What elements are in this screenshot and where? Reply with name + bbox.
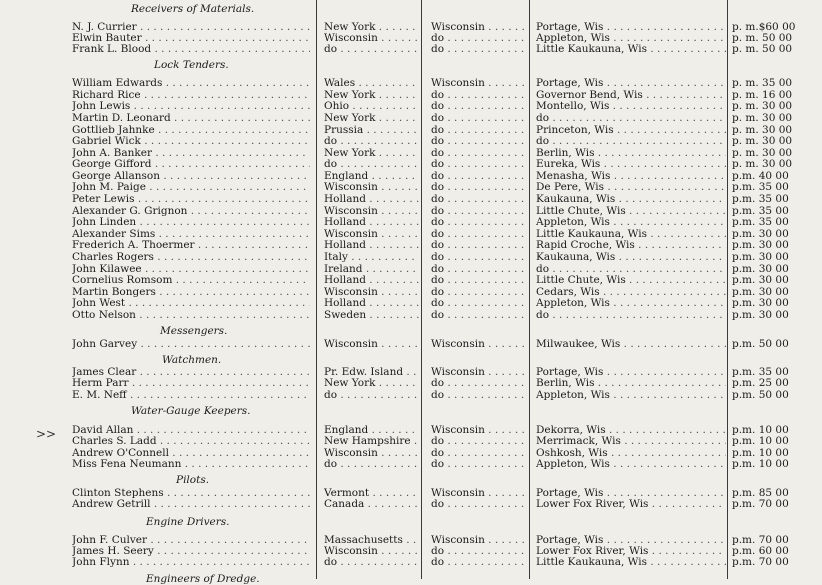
birthplace-cell: do . . . [324, 135, 419, 147]
post-office-cell: Appleton, Wis . . . [536, 216, 726, 228]
residence-cell: do . . . [431, 274, 526, 286]
post-office-cell: Berlin, Wis . . . [536, 147, 726, 159]
pay-cell: p. m. 30 00 [732, 147, 793, 159]
birthplace-cell: New York . . . [324, 377, 419, 389]
table-row [0, 338, 822, 350]
residence-cell: do . . . [431, 124, 526, 136]
pay-cell: p.m. 10 00 [732, 435, 789, 447]
pay-cell: p.m. 30 00 [732, 286, 789, 298]
pay-cell: p.m. 10 00 [732, 447, 789, 459]
birthplace-cell: New York . . . [324, 21, 419, 33]
pay-cell: p.m. 40 00 [732, 170, 789, 182]
post-office-cell: Portage, Wis . . . [536, 77, 726, 89]
birthplace-cell: do . . . [324, 389, 419, 401]
birthplace-cell: Holland . . . [324, 239, 419, 251]
name-cell: E. M. Neff . . . [72, 389, 310, 401]
pay-cell: p.m. 35 00 [732, 193, 789, 205]
name-cell: Cornelius Romsom . . . [72, 274, 310, 286]
post-office-cell: Kaukauna, Wis . . . [536, 251, 726, 263]
pay-cell: p.m. 70 00 [732, 498, 789, 510]
birthplace-cell: do . . . [324, 556, 419, 568]
table-row [0, 435, 822, 447]
pay-cell: p. m. 16 00 [732, 89, 793, 101]
pay-cell: p.m. 10 00 [732, 424, 789, 436]
name-cell: George Gifford . . . [72, 158, 310, 170]
birthplace-cell: Massachusetts . . . [324, 534, 419, 546]
pay-cell: p. m. 50 00 [732, 32, 793, 44]
residence-cell: do . . . [431, 193, 526, 205]
residence-cell: do . . . [431, 447, 526, 459]
pay-cell: p.m. 50 00 [732, 389, 789, 401]
pay-cell: p.m. 30 00 [732, 263, 789, 275]
post-office-cell: Princeton, Wis . . . [536, 124, 726, 136]
name-cell: Martin D. Leonard . . . [72, 112, 310, 124]
residence-cell: do . . . [431, 263, 526, 275]
pay-cell: p. m. 30 00 [732, 158, 793, 170]
residence-cell: do . . . [431, 89, 526, 101]
name-cell: James Clear . . . [72, 366, 310, 378]
table-row [0, 274, 822, 286]
post-office-cell: Dekorra, Wis . . . [536, 424, 726, 436]
name-cell: John Kilawee . . . [72, 263, 310, 275]
table-row [0, 158, 822, 170]
birthplace-cell: Ohio . . . [324, 100, 419, 112]
post-office-cell: Lower Fox River, Wis . . . [536, 498, 726, 510]
post-office-cell: Little Kaukauna, Wis . . . [536, 556, 726, 568]
post-office-cell: Appleton, Wis . . . [536, 32, 726, 44]
residence-cell: do . . . [431, 228, 526, 240]
post-office-cell: Appleton, Wis . . . [536, 458, 726, 470]
table-row [0, 297, 822, 309]
post-office-cell: do . . . [536, 263, 726, 275]
residence-cell: do . . . [431, 498, 526, 510]
pay-cell: p.m. 30 00 [732, 274, 789, 286]
name-cell: Frederich A. Thoermer . . . [72, 239, 310, 251]
pay-cell: p.m. 35 00 [732, 366, 789, 378]
section-heading-text: Lock Tenders. [154, 59, 229, 71]
pay-cell: p.m. 50 00 [732, 338, 789, 350]
table-row [0, 556, 822, 568]
table-row [0, 377, 822, 389]
name-cell: Miss Fena Neumann . . . [72, 458, 310, 470]
name-cell: Gabriel Wick . . . [72, 135, 310, 147]
residence-cell: do . . . [431, 181, 526, 193]
birthplace-cell: Wales . . . [324, 77, 419, 89]
post-office-cell: Menasha, Wis . . . [536, 170, 726, 182]
name-cell: Frank L. Blood . . . [72, 43, 310, 55]
table-row [0, 458, 822, 470]
birthplace-cell: Prussia . . . [324, 124, 419, 136]
name-cell: John Linden . . . [72, 216, 310, 228]
birthplace-cell: do . . . [324, 158, 419, 170]
name-cell: David Allan . . . [72, 424, 310, 436]
birthplace-cell: Wisconsin . . . [324, 228, 419, 240]
post-office-cell: Milwaukee, Wis . . . [536, 338, 726, 350]
post-office-cell: Little Chute, Wis . . . [536, 274, 726, 286]
table-row [0, 309, 822, 321]
residence-cell: Wisconsin . . . [431, 424, 526, 436]
name-cell: Andrew Getrill . . . [72, 498, 310, 510]
pay-cell: p.m. 70 00 [732, 534, 789, 546]
section-heading [0, 354, 822, 366]
residence-cell: Wisconsin . . . [431, 338, 526, 350]
table-row [0, 181, 822, 193]
residence-cell: do . . . [431, 32, 526, 44]
name-cell: Richard Rice . . . [72, 89, 310, 101]
section-heading-text: Water-Gauge Keepers. [131, 405, 251, 417]
residence-cell: do . . . [431, 43, 526, 55]
residence-cell: Wisconsin . . . [431, 77, 526, 89]
section-heading [0, 325, 822, 337]
section-heading [0, 474, 822, 486]
table-row [0, 135, 822, 147]
pay-cell: p.m. 85 00 [732, 487, 789, 499]
residence-cell: do . . . [431, 147, 526, 159]
section-heading [0, 3, 822, 15]
section-heading-partial: Engineers of Dredge. [146, 573, 260, 585]
post-office-cell: Little Chute, Wis . . . [536, 205, 726, 217]
post-office-cell: Montello, Wis . . . [536, 100, 726, 112]
birthplace-cell: Italy . . . [324, 251, 419, 263]
birthplace-cell: New York . . . [324, 89, 419, 101]
residence-cell: do . . . [431, 112, 526, 124]
name-cell: John Garvey . . . [72, 338, 310, 350]
residence-cell: Wisconsin . . . [431, 534, 526, 546]
name-cell: John West . . . [72, 297, 310, 309]
name-cell: Alexander G. Grignon . . . [72, 205, 310, 217]
post-office-cell: Little Kaukauna, Wis . . . [536, 43, 726, 55]
pay-cell: p. m. 35 00 [732, 77, 793, 89]
name-cell: Charles Rogers . . . [72, 251, 310, 263]
pay-cell: p.m. 10 00 [732, 458, 789, 470]
table-row [0, 112, 822, 124]
section-heading-text: Engine Drivers. [146, 516, 230, 528]
name-cell: William Edwards . . . [72, 77, 310, 89]
birthplace-cell: Wisconsin . . . [324, 545, 419, 557]
post-office-cell: Berlin, Wis . . . [536, 377, 726, 389]
table-row [0, 77, 822, 89]
residence-cell: do . . . [431, 205, 526, 217]
name-cell: Elwin Bauter . . . [72, 32, 310, 44]
birthplace-cell: New York . . . [324, 112, 419, 124]
name-cell: John Flynn . . . [72, 556, 310, 568]
section-heading [0, 405, 822, 417]
residence-cell: do . . . [431, 556, 526, 568]
pay-cell: p. m. 30 00 [732, 124, 793, 136]
residence-cell: do . . . [431, 286, 526, 298]
post-office-cell: Portage, Wis . . . [536, 366, 726, 378]
post-office-cell: Portage, Wis . . . [536, 534, 726, 546]
birthplace-cell: New York . . . [324, 147, 419, 159]
residence-cell: Wisconsin . . . [431, 366, 526, 378]
birthplace-cell: Holland . . . [324, 193, 419, 205]
residence-cell: do . . . [431, 297, 526, 309]
post-office-cell: do . . . [536, 112, 726, 124]
table-row [0, 43, 822, 55]
pay-cell: p.m. 30 00 [732, 251, 789, 263]
table-row [0, 251, 822, 263]
residence-cell: do . . . [431, 135, 526, 147]
residence-cell: do . . . [431, 458, 526, 470]
birthplace-cell: Wisconsin . . . [324, 286, 419, 298]
residence-cell: do . . . [431, 251, 526, 263]
pay-cell: p.m. 35 00 [732, 216, 789, 228]
section-heading-text: Watchmen. [162, 354, 222, 366]
table-row [0, 498, 822, 510]
residence-cell: do . . . [431, 545, 526, 557]
section-heading-text: Pilots. [176, 474, 210, 486]
table-row [0, 239, 822, 251]
residence-cell: do . . . [431, 158, 526, 170]
birthplace-cell: Wisconsin . . . [324, 338, 419, 350]
residence-cell: do . . . [431, 239, 526, 251]
pay-cell: p. m.$60 00 [732, 21, 796, 33]
pay-cell: p.m. 35 00 [732, 205, 789, 217]
post-office-cell: De Pere, Wis . . . [536, 181, 726, 193]
pay-cell: p.m. 70 00 [732, 556, 789, 568]
post-office-cell: Cedars, Wis . . . [536, 286, 726, 298]
residence-cell: do . . . [431, 170, 526, 182]
name-cell: N. J. Currier . . . [72, 21, 310, 33]
post-office-cell: Lower Fox River, Wis . . . [536, 545, 726, 557]
pay-cell: p.m. 60 00 [732, 545, 789, 557]
name-cell: Gottlieb Jahnke . . . [72, 124, 310, 136]
birthplace-cell: Vermont . . . [324, 487, 419, 499]
birthplace-cell: England . . . [324, 424, 419, 436]
name-cell: Herm Parr . . . [72, 377, 310, 389]
post-office-cell: Little Kaukauna, Wis . . . [536, 228, 726, 240]
birthplace-cell: Pr. Edw. Island . . . [324, 366, 419, 378]
birthplace-cell: Wisconsin . . . [324, 447, 419, 459]
pay-cell: p.m. 30 00 [732, 297, 789, 309]
section-heading-text: Messengers. [160, 325, 228, 337]
name-cell: Peter Lewis . . . [72, 193, 310, 205]
pay-cell: p.m. 30 00 [732, 309, 789, 321]
birthplace-cell: Holland . . . [324, 216, 419, 228]
pay-cell: p. m. 30 00 [732, 135, 793, 147]
name-cell: Alexander Sims . . . [72, 228, 310, 240]
name-cell: James H. Seery . . . [72, 545, 310, 557]
table-row [0, 216, 822, 228]
residence-cell: do . . . [431, 309, 526, 321]
birthplace-cell: Wisconsin . . . [324, 181, 419, 193]
name-cell: Andrew O'Connell . . . [72, 447, 310, 459]
name-cell: John F. Culver . . . [72, 534, 310, 546]
birthplace-cell: England . . . [324, 170, 419, 182]
birthplace-cell: Ireland . . . [324, 263, 419, 275]
birthplace-cell: New Hampshire . . . [324, 435, 419, 447]
birthplace-cell: Holland . . . [324, 297, 419, 309]
pay-cell: p. m. 30 00 [732, 100, 793, 112]
pay-cell: p.m. 35 00 [732, 181, 789, 193]
name-cell: Martin Bongers . . . [72, 286, 310, 298]
post-office-cell: Oshkosh, Wis . . . [536, 447, 726, 459]
pay-cell: p. m. 30 00 [732, 112, 793, 124]
table-row [0, 389, 822, 401]
birthplace-cell: do . . . [324, 43, 419, 55]
post-office-cell: Appleton, Wis . . . [536, 389, 726, 401]
post-office-cell: Portage, Wis . . . [536, 487, 726, 499]
post-office-cell: Eureka, Wis . . . [536, 158, 726, 170]
section-heading [0, 59, 822, 71]
pay-cell: p. m. 50 00 [732, 43, 793, 55]
residence-cell: do . . . [431, 389, 526, 401]
birthplace-cell: Wisconsin . . . [324, 32, 419, 44]
post-office-cell: Appleton, Wis . . . [536, 297, 726, 309]
name-cell: John A. Banker . . . [72, 147, 310, 159]
pay-cell: p.m. 30 00 [732, 228, 789, 240]
name-cell: Otto Nelson . . . [72, 309, 310, 321]
post-office-cell: Portage, Wis . . . [536, 21, 726, 33]
post-office-cell: do . . . [536, 309, 726, 321]
birthplace-cell: Holland . . . [324, 274, 419, 286]
post-office-cell: Governor Bend, Wis . . . [536, 89, 726, 101]
section-heading-text: Receivers of Materials. [131, 3, 255, 15]
birthplace-cell: Canada . . . [324, 498, 419, 510]
name-cell: Clinton Stephens . . . [72, 487, 310, 499]
post-office-cell: Rapid Croche, Wis . . . [536, 239, 726, 251]
table-row [0, 100, 822, 112]
pay-cell: p.m. 25 00 [732, 377, 789, 389]
residence-cell: do . . . [431, 216, 526, 228]
section-heading [0, 516, 822, 528]
residence-cell: Wisconsin . . . [431, 487, 526, 499]
post-office-cell: Merrimack, Wis . . . [536, 435, 726, 447]
residence-cell: Wisconsin . . . [431, 21, 526, 33]
name-cell: John M. Paige . . . [72, 181, 310, 193]
table-row [0, 193, 822, 205]
post-office-cell: do . . . [536, 135, 726, 147]
pay-cell: p.m. 30 00 [732, 239, 789, 251]
birthplace-cell: do . . . [324, 458, 419, 470]
residence-cell: do . . . [431, 435, 526, 447]
birthplace-cell: Wisconsin . . . [324, 205, 419, 217]
residence-cell: do . . . [431, 100, 526, 112]
name-cell: Charles S. Ladd . . . [72, 435, 310, 447]
name-cell: John Lewis . . . [72, 100, 310, 112]
birthplace-cell: Sweden . . . [324, 309, 419, 321]
name-cell: George Allanson . . . [72, 170, 310, 182]
residence-cell: do . . . [431, 377, 526, 389]
post-office-cell: Kaukauna, Wis . . . [536, 193, 726, 205]
margin-marker: >> [36, 427, 57, 441]
